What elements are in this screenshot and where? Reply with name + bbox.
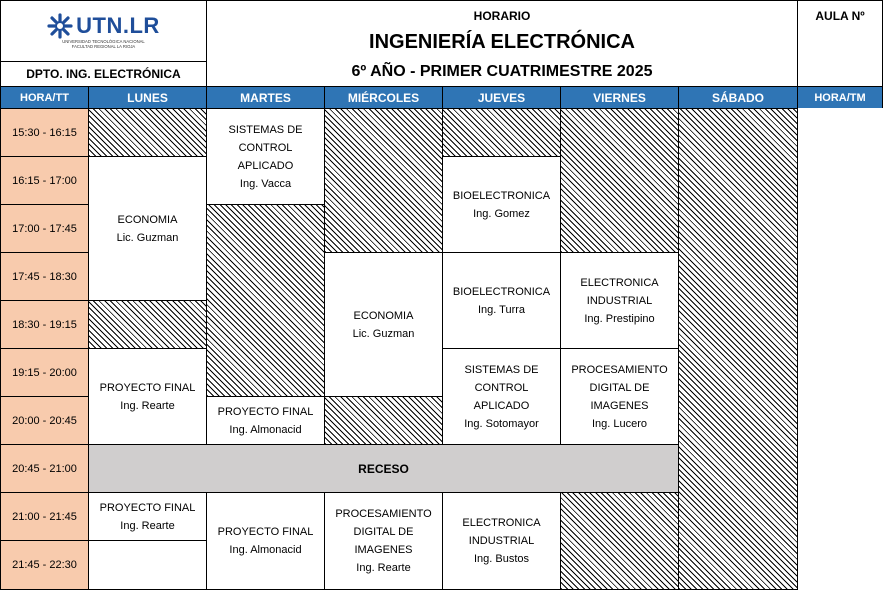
class-teacher: Ing. Turra (477, 303, 526, 316)
class-block-proyecto-final (206, 396, 325, 445)
class-block-bioelectronica (442, 252, 561, 349)
empty-slot (560, 108, 679, 253)
col-header-friday: VIERNES (560, 86, 679, 109)
class-subject: PROYECTO FINAL (99, 501, 196, 514)
col-header-monday: LUNES (88, 86, 207, 109)
class-subject: SISTEMAS DE CONTROL APLICADO (464, 363, 539, 412)
logo-block (0, 0, 207, 62)
empty-slot (678, 108, 798, 590)
class-block-bioelectronica (442, 156, 561, 253)
col-header-thursday: JUEVES (442, 86, 561, 109)
empty-slot (324, 396, 443, 445)
time-slot: 19:15 - 20:00 (0, 348, 89, 397)
schedule-label: HORARIO (473, 9, 531, 23)
class-block-proyecto-final (206, 492, 325, 590)
logo-subtitle-1: UNIVERSIDAD TECNOLÓGICA NACIONAL (62, 39, 145, 44)
class-block-electronica-industrial (560, 252, 679, 349)
time-slot: 16:15 - 17:00 (0, 156, 89, 205)
time-slot: 20:00 - 20:45 (0, 396, 89, 445)
class-block-electronica-industrial (442, 492, 561, 590)
time-slot: 21:45 - 22:30 (0, 540, 89, 590)
class-subject: BIOELECTRONICA (452, 189, 551, 202)
col-header-saturday: SÁBADO (678, 86, 798, 109)
class-teacher: Lic. Guzman (116, 231, 179, 244)
empty-slot (88, 108, 207, 157)
recess-band (88, 444, 679, 493)
class-subject: PROYECTO FINAL (217, 526, 314, 538)
class-subject: ECONOMIA (353, 309, 414, 322)
time-slot: 15:30 - 16:15 (0, 108, 89, 157)
class-subject: PROYECTO FINAL (217, 405, 314, 418)
period-title: 6º AÑO - PRIMER CUATRIMESTRE 2025 (351, 63, 653, 80)
department-label (0, 61, 207, 87)
empty-slot (206, 204, 325, 397)
class-teacher: Ing. Lucero (591, 417, 648, 430)
class-teacher: Ing. Rearte (120, 519, 175, 532)
class-block-proyecto-final (88, 492, 207, 541)
class-block-economia (88, 156, 207, 301)
room-label: AULA Nº (815, 9, 865, 23)
class-teacher: Ing. Rearte (356, 562, 411, 574)
class-subject: PROCESAMIENTO DIGITAL DE IMAGENES (571, 363, 668, 412)
col-header-wednesday: MIÉRCOLES (324, 86, 443, 109)
empty-slot (560, 492, 679, 590)
col-header-tuesday: MARTES (206, 86, 325, 109)
title-block (206, 0, 798, 87)
class-teacher: Ing. Gomez (473, 207, 530, 220)
logo-text: UTN.LR (76, 13, 160, 38)
recess-label: RECESO (358, 461, 409, 476)
logo-subtitle-2: FACULTAD REGIONAL LA RIOJA (71, 44, 136, 49)
class-subject: ELECTRONICA INDUSTRIAL (462, 517, 541, 547)
class-block-sistemas-control (442, 348, 561, 445)
class-subject: BIOELECTRONICA (452, 285, 551, 298)
class-subject: ELECTRONICA INDUSTRIAL (580, 276, 659, 307)
right-time-column (797, 108, 883, 590)
class-subject: PROCESAMIENTO DIGITAL DE IMAGENES (335, 508, 432, 556)
class-teacher: Ing. Vacca (239, 177, 292, 190)
time-slot: 20:45 - 21:00 (0, 444, 89, 493)
room-block (797, 0, 883, 87)
class-subject: SISTEMAS DE CONTROL APLICADO (228, 123, 303, 172)
class-subject: PROYECTO FINAL (99, 381, 196, 394)
empty-slot (88, 300, 207, 349)
class-teacher: Ing. Almonacid (229, 423, 302, 436)
class-teacher: Ing. Rearte (120, 399, 175, 412)
empty-slot (324, 108, 443, 253)
empty-slot (442, 108, 561, 157)
col-header-time-right: HORA/TM (797, 86, 883, 109)
class-block-sistemas-control (206, 108, 325, 205)
empty-slot (88, 540, 207, 590)
col-header-time-left: HORA/TT (0, 86, 89, 109)
department-text: DPTO. ING. ELECTRÓNICA (26, 67, 181, 81)
class-teacher: Ing. Prestipino (584, 312, 655, 325)
time-slot: 18:30 - 19:15 (0, 300, 89, 349)
time-slot: 17:45 - 18:30 (0, 252, 89, 301)
time-slot: 17:00 - 17:45 (0, 204, 89, 253)
class-block-proyecto-final (88, 348, 207, 445)
class-block-procesamiento-imagenes (324, 492, 443, 590)
class-teacher: Ing. Sotomayor (464, 417, 539, 430)
utn-logo-icon (47, 13, 73, 39)
class-teacher: Ing. Almonacid (229, 544, 302, 556)
class-block-procesamiento-imagenes (560, 348, 679, 445)
career-title: INGENIERÍA ELECTRÓNICA (369, 31, 635, 53)
class-teacher: Lic. Guzman (352, 327, 415, 340)
class-subject: ECONOMIA (117, 213, 178, 226)
time-slot: 21:00 - 21:45 (0, 492, 89, 541)
class-teacher: Ing. Bustos (473, 553, 530, 565)
class-block-economia (324, 252, 443, 397)
